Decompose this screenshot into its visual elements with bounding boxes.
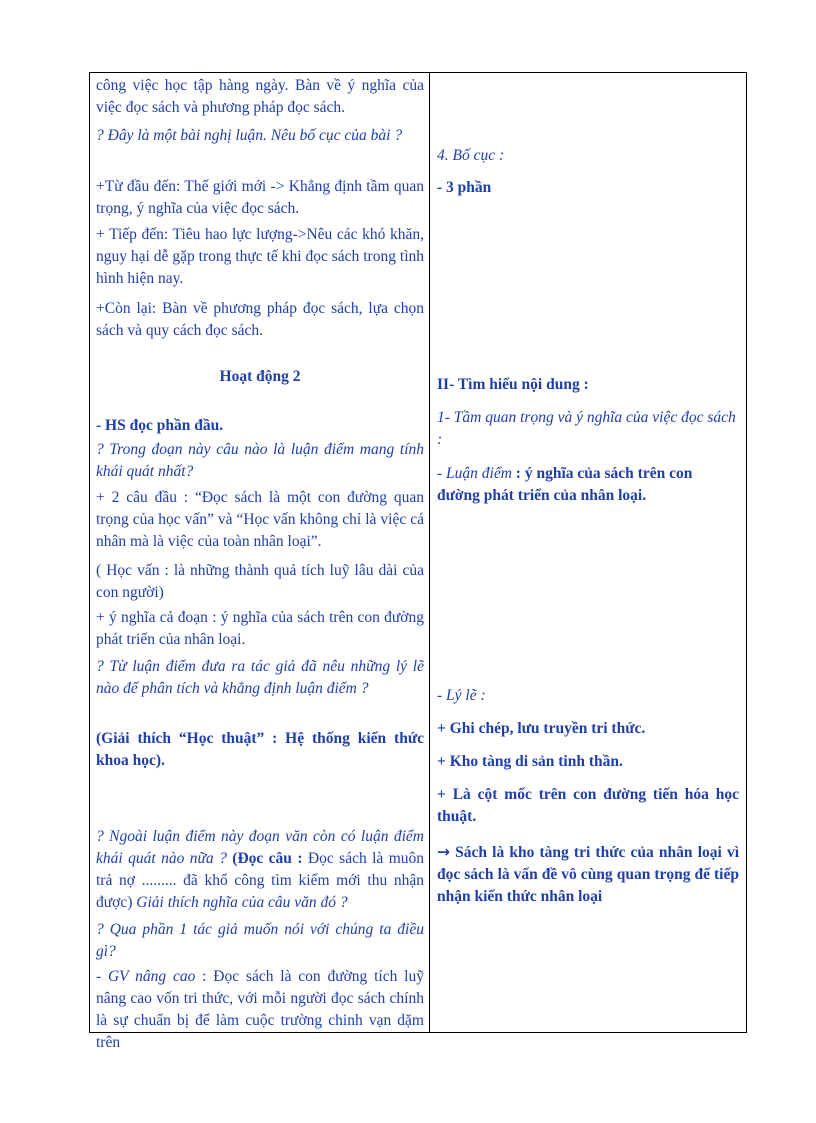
paragraph-meaning: + ý nghĩa cả đoạn : ý nghĩa của sách trên con đường phát triển của nhân loại. <box>96 609 424 648</box>
teacher-note-text: : Đọc sách là con đường tích luỹ nâng cao vốn tri thức, với mỗi người đọc sách chính là sự chuẩn bị để làm cuộc trường chinh vạn dặm trên <box>96 968 424 1051</box>
arguments-label: - Lý lẽ : <box>437 687 486 704</box>
thesis-statement <box>437 463 739 507</box>
argument-record: + Ghi chép, lưu truyền tri thức. <box>437 720 646 737</box>
question-author-message: ? Qua phần 1 tác giả muốn nói với chúng ta điều gì? <box>96 921 424 960</box>
explain-sentence-question: Giải thích nghĩa của câu văn đó ? <box>136 894 348 911</box>
argument-heritage: + Kho tàng di sản tinh thần. <box>437 753 623 770</box>
section-content-heading: II- Tìm hiểu nội dung : <box>437 376 589 393</box>
lesson-table <box>89 72 747 1051</box>
conclusion <box>437 841 739 908</box>
conclusion-text: Sách là kho tàng tri thức của nhân loại vì đọc sách là vấn đề vô cùng quan trọng để tiếp nhận kiến thức nhân loại <box>437 844 740 905</box>
part-one-text: +Từ đầu đến: Thế giới mới -> Khẳng định tầm quan trọng, ý nghĩa của việc đọc sách. <box>96 178 424 217</box>
thesis-label: - Luận điểm <box>437 465 512 482</box>
left-column <box>90 73 430 1051</box>
quoted-sentence: Đọc sách là muôn trả nợ ......... đã khổ công tìm kiếm mới thu nhận được) <box>96 850 425 911</box>
activity-heading: Hoạt động 2 <box>219 368 301 385</box>
subsection-importance: 1- Tầm quan trọng và ý nghĩa của việc đọc sách : <box>437 409 736 448</box>
part-two-text: + Tiếp đến: Tiêu hao lực lượng->Nêu các khó khăn, nguy hại dễ gặp trong thực tế khi đọc sách trong tình hình hiện nay. <box>96 226 424 287</box>
read-sentence-label: (Đọc câu : <box>232 850 303 867</box>
part-three-text: +Còn lại: Bàn về phương pháp đọc sách, lựa chọn sách và quy cách đọc sách. <box>96 300 424 339</box>
question-other-thesis-text: ? Ngoài luận điểm này đoạn văn còn có luận điểm khái quát nào nữa ? <box>96 828 424 867</box>
question-structure: ? Đây là một bài nghị luận. Nêu bố cục của bài ? <box>96 127 403 144</box>
three-parts: - 3 phần <box>437 179 492 196</box>
right-column <box>430 73 746 1032</box>
arrow-right-icon: → <box>437 843 450 861</box>
hoc-van-note: ( Học vấn : là những thành quả tích luỹ lâu dài của con người) <box>96 562 424 601</box>
teacher-note-label: - GV nâng cao <box>96 968 196 985</box>
answer-first-sentences: + 2 câu đầu : “Đọc sách là một con đường quan trọng của học vấn” và “Học vấn không chỉ là việc cá nhân mà là việc của toàn nhân loại”. <box>96 489 424 550</box>
thesis-text: : ý nghĩa của sách trên con đường phát triển của nhân loại. <box>437 465 693 504</box>
argument-milestone: + Là cột mốc trên con đường tiến hóa học thuật. <box>437 786 739 825</box>
section-structure-heading: 4. Bố cục : <box>437 147 505 164</box>
question-arguments: ? Từ luận điểm đưa ra tác giả đã nêu những lý lẽ nào để phân tích và khẳng định luận điểm ? <box>96 658 424 697</box>
question-other-thesis <box>96 826 424 914</box>
read-instruction: - HS đọc phần đầu. <box>96 417 224 434</box>
explain-hoc-thuat: (Giải thích “Học thuật” : Hệ thống kiến thức khoa học). <box>96 730 424 769</box>
question-thesis: ? Trong đoạn này câu nào là luận điểm mang tính khái quát nhất? <box>96 441 424 480</box>
intro-text: công việc học tập hàng ngày. Bàn về ý nghĩa của việc đọc sách và phương pháp đọc sách. <box>96 77 424 116</box>
teacher-note <box>96 966 424 1054</box>
